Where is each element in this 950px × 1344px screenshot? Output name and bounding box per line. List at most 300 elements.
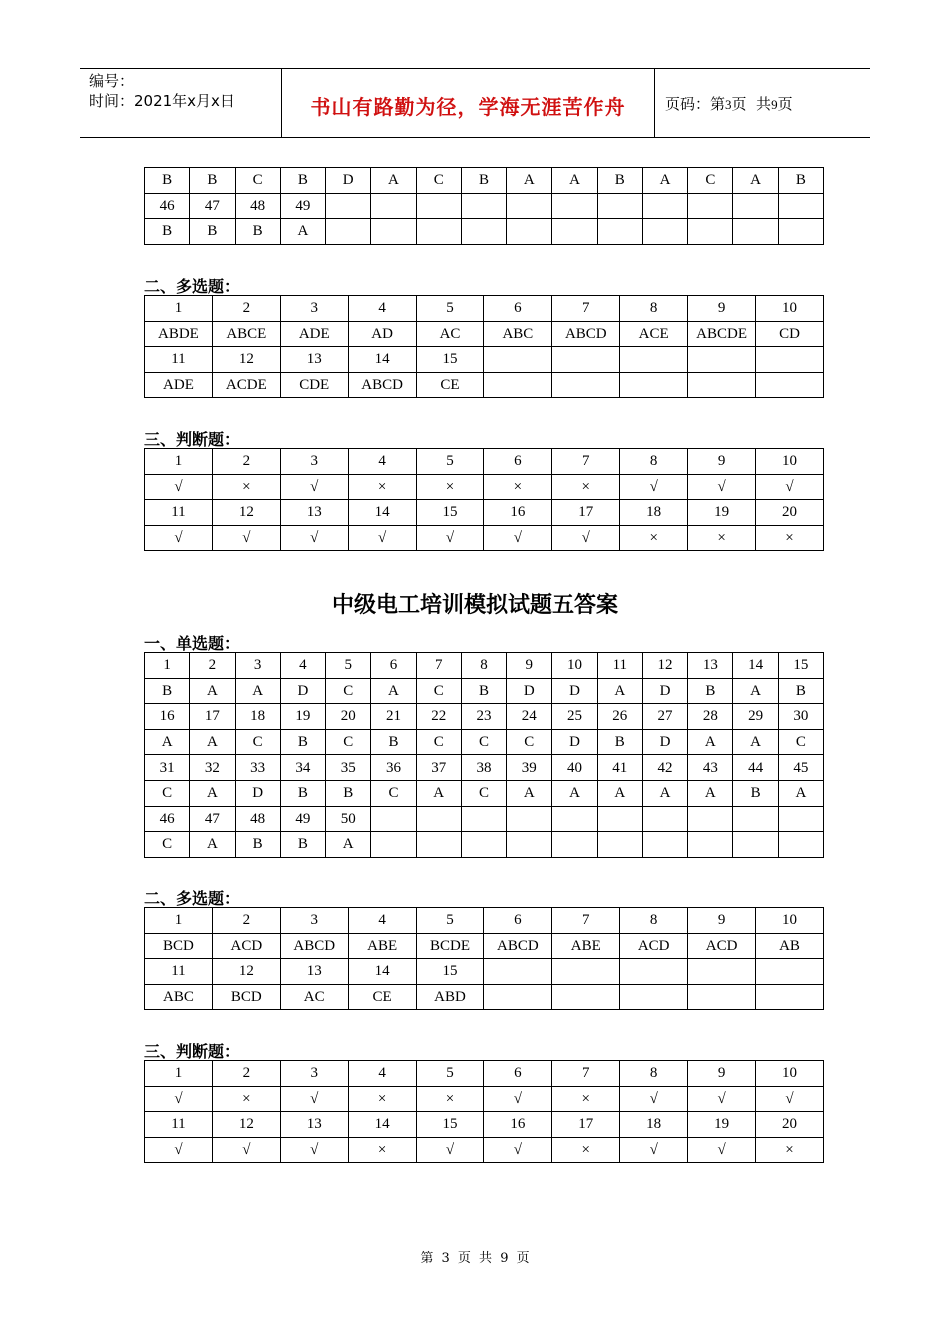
table-cell [597, 806, 642, 832]
table-cell: √ [280, 474, 348, 500]
table-cell: BCD [212, 984, 280, 1010]
judgement-table [144, 1060, 824, 1163]
table-cell: 18 [620, 1112, 688, 1138]
table-cell: 1 [145, 1061, 213, 1087]
table-cell [688, 193, 733, 219]
table-cell: CDE [280, 372, 348, 398]
table-cell: √ [145, 525, 213, 551]
table-cell: 10 [756, 1061, 824, 1087]
table-cell: 43 [688, 755, 733, 781]
table-cell [778, 219, 823, 245]
table-cell: A [190, 678, 235, 704]
table-cell [642, 193, 687, 219]
table-cell: 5 [416, 908, 484, 934]
table-cell: √ [620, 474, 688, 500]
table-cell [620, 984, 688, 1010]
table-cell: 5 [416, 1061, 484, 1087]
table-cell: ABCD [552, 321, 620, 347]
table-cell: 20 [326, 704, 371, 730]
table-cell: 20 [756, 500, 824, 526]
table-cell: √ [212, 1137, 280, 1163]
table-cell: ABD [416, 984, 484, 1010]
table-cell: B [597, 729, 642, 755]
table-cell: 13 [280, 1112, 348, 1138]
table-cell: 27 [642, 704, 687, 730]
table-cell [371, 193, 416, 219]
table-cell: 35 [326, 755, 371, 781]
table-cell [507, 219, 552, 245]
table-row [145, 1112, 824, 1138]
table-cell: 14 [733, 653, 778, 679]
table-cell: 9 [688, 908, 756, 934]
table-cell [461, 806, 506, 832]
table-cell: 33 [235, 755, 280, 781]
table-cell: D [552, 678, 597, 704]
table-cell: 12 [212, 500, 280, 526]
table-cell: AC [416, 321, 484, 347]
table-cell: 11 [597, 653, 642, 679]
table-cell [597, 832, 642, 858]
table-cell: 3 [280, 449, 348, 475]
table-cell: 18 [235, 704, 280, 730]
table-cell: × [212, 474, 280, 500]
page-header [80, 68, 870, 138]
table-cell: 9 [688, 296, 756, 322]
table-cell [507, 193, 552, 219]
table-cell: √ [484, 525, 552, 551]
table-cell: C [507, 729, 552, 755]
table-cell: ABCE [212, 321, 280, 347]
table-cell: ADE [280, 321, 348, 347]
table-cell: 19 [688, 500, 756, 526]
table-cell: A [688, 780, 733, 806]
table-cell: 7 [552, 1061, 620, 1087]
table-cell: ACE [620, 321, 688, 347]
table-cell: 10 [552, 653, 597, 679]
table-cell: 16 [145, 704, 190, 730]
table-cell: B [145, 168, 190, 194]
table-cell: × [348, 474, 416, 500]
table-row [145, 474, 824, 500]
table-cell: A [507, 780, 552, 806]
prev-single-choice-table [144, 167, 824, 245]
table-cell: √ [620, 1137, 688, 1163]
table-cell: √ [280, 1086, 348, 1112]
table-cell: B [280, 832, 325, 858]
table-cell [484, 984, 552, 1010]
table-cell: 32 [190, 755, 235, 781]
table-cell [688, 984, 756, 1010]
header-meta [89, 71, 279, 111]
table-cell: C [326, 729, 371, 755]
table-cell: 12 [212, 1112, 280, 1138]
table-cell [733, 806, 778, 832]
table-row [145, 500, 824, 526]
table-cell [620, 347, 688, 373]
table-cell: A [507, 168, 552, 194]
table-cell: ADE [145, 372, 213, 398]
table-row [145, 449, 824, 475]
table-cell: A [688, 729, 733, 755]
table-row [145, 806, 824, 832]
table-cell: CE [416, 372, 484, 398]
table-cell [733, 219, 778, 245]
table-cell [756, 959, 824, 985]
table-cell [688, 219, 733, 245]
table-row [145, 1137, 824, 1163]
table-cell: A [778, 780, 823, 806]
table-cell: 47 [190, 193, 235, 219]
table-cell: 16 [484, 1112, 552, 1138]
table-cell: × [348, 1086, 416, 1112]
table-cell: A [642, 168, 687, 194]
table-cell: AC [280, 984, 348, 1010]
table-cell: √ [484, 1086, 552, 1112]
table-cell: 1 [145, 653, 190, 679]
table-cell: 24 [507, 704, 552, 730]
table-cell: C [416, 168, 461, 194]
table-cell: 8 [620, 1061, 688, 1087]
table-cell: A [416, 780, 461, 806]
table-row [145, 193, 824, 219]
table-cell: 17 [190, 704, 235, 730]
table-cell: A [235, 678, 280, 704]
table-cell: 14 [348, 959, 416, 985]
table-cell: √ [416, 1137, 484, 1163]
table-cell: 48 [235, 806, 280, 832]
table-cell: 13 [688, 653, 733, 679]
table-cell: 2 [212, 449, 280, 475]
table-cell: × [552, 1137, 620, 1163]
table-cell: C [235, 168, 280, 194]
table-row [145, 678, 824, 704]
table-cell: A [371, 678, 416, 704]
table-cell [507, 832, 552, 858]
table-cell [552, 347, 620, 373]
table-cell: 4 [348, 449, 416, 475]
table-cell: 12 [212, 347, 280, 373]
table-cell: 7 [552, 449, 620, 475]
table-cell: 37 [416, 755, 461, 781]
table-cell: A [733, 168, 778, 194]
table-cell: ACD [688, 933, 756, 959]
table-cell [371, 806, 416, 832]
table-cell: 49 [280, 806, 325, 832]
table-cell: B [688, 678, 733, 704]
table-cell: 17 [552, 1112, 620, 1138]
table-cell: 7 [552, 908, 620, 934]
table-cell [756, 372, 824, 398]
table-cell: B [235, 832, 280, 858]
table-cell: 2 [212, 1061, 280, 1087]
table-cell: C [371, 780, 416, 806]
table-cell: A [733, 678, 778, 704]
table-cell [620, 372, 688, 398]
table-cell: C [416, 729, 461, 755]
table-cell: C [326, 678, 371, 704]
table-cell: 19 [280, 704, 325, 730]
table-cell: √ [145, 1086, 213, 1112]
table-cell: B [145, 219, 190, 245]
table-cell [484, 959, 552, 985]
table-cell: × [552, 474, 620, 500]
table-cell: 34 [280, 755, 325, 781]
page-prefix: 页码：第 [665, 95, 726, 113]
table-cell [778, 806, 823, 832]
table-cell: 15 [416, 347, 484, 373]
table-cell: A [552, 168, 597, 194]
table-cell: × [416, 474, 484, 500]
table-row [145, 219, 824, 245]
table-cell [552, 984, 620, 1010]
table-cell: 5 [416, 296, 484, 322]
table-cell [461, 193, 506, 219]
table-cell: 10 [756, 296, 824, 322]
table-cell [688, 347, 756, 373]
table-cell: 7 [552, 296, 620, 322]
header-date-label: 时间：2021年x月x日 [89, 92, 235, 110]
table-cell: ACD [212, 933, 280, 959]
table-cell: √ [280, 1137, 348, 1163]
table-cell: 1 [145, 296, 213, 322]
table-cell: BCD [145, 933, 213, 959]
table-cell [688, 372, 756, 398]
table-cell: 31 [145, 755, 190, 781]
table-cell: 46 [145, 193, 190, 219]
table-cell: C [145, 780, 190, 806]
table-cell: B [371, 729, 416, 755]
table-cell: A [597, 780, 642, 806]
table-cell [756, 984, 824, 1010]
table-cell: 14 [348, 1112, 416, 1138]
table-cell [326, 219, 371, 245]
header-number-label: 编号： [89, 72, 135, 90]
table-cell: 38 [461, 755, 506, 781]
table-cell: ABCD [280, 933, 348, 959]
table-cell: 22 [416, 704, 461, 730]
table-cell: 2 [212, 908, 280, 934]
table-cell [507, 806, 552, 832]
table-cell [552, 372, 620, 398]
table-cell: 9 [688, 1061, 756, 1087]
table-cell [552, 193, 597, 219]
table-cell: B [235, 219, 280, 245]
table-row [145, 780, 824, 806]
table-cell [597, 219, 642, 245]
table-cell: √ [348, 525, 416, 551]
table-cell: 21 [371, 704, 416, 730]
table-cell: 6 [484, 296, 552, 322]
single-choice-table [144, 652, 824, 858]
table-cell: 11 [145, 959, 213, 985]
table-cell: D [326, 168, 371, 194]
table-cell: ABC [484, 321, 552, 347]
prev-judgement-label: 三、判断题： [144, 430, 241, 449]
table-cell: B [733, 780, 778, 806]
table-cell: A [280, 219, 325, 245]
table-cell: 4 [348, 296, 416, 322]
table-cell [416, 193, 461, 219]
table-cell: 23 [461, 704, 506, 730]
table-cell: D [642, 729, 687, 755]
table-row [145, 908, 824, 934]
table-cell: A [190, 729, 235, 755]
table-cell: × [484, 474, 552, 500]
table-cell: 50 [326, 806, 371, 832]
table-cell: 46 [145, 806, 190, 832]
table-cell: √ [756, 474, 824, 500]
table-cell: AD [348, 321, 416, 347]
table-cell: A [642, 780, 687, 806]
page-number: 3 [725, 97, 732, 112]
table-cell: C [145, 832, 190, 858]
table-cell: 11 [145, 347, 213, 373]
table-cell [778, 832, 823, 858]
table-cell: × [756, 1137, 824, 1163]
table-cell [326, 193, 371, 219]
table-cell [416, 806, 461, 832]
table-cell: √ [756, 1086, 824, 1112]
table-cell [778, 193, 823, 219]
table-cell [416, 832, 461, 858]
table-cell: 8 [620, 908, 688, 934]
table-row [145, 525, 824, 551]
page-mid: 页 共 [731, 95, 772, 113]
table-cell: 40 [552, 755, 597, 781]
table-cell: B [280, 780, 325, 806]
table-cell: ACD [620, 933, 688, 959]
table-cell: 4 [348, 1061, 416, 1087]
table-cell: 48 [235, 193, 280, 219]
table-cell: CE [348, 984, 416, 1010]
table-cell: B [190, 219, 235, 245]
table-cell: C [688, 168, 733, 194]
table-cell: 10 [756, 908, 824, 934]
table-cell: 12 [212, 959, 280, 985]
table-cell: 41 [597, 755, 642, 781]
table-row [145, 959, 824, 985]
table-cell: 15 [778, 653, 823, 679]
table-cell: B [778, 678, 823, 704]
table-row [145, 347, 824, 373]
table-cell [552, 959, 620, 985]
table-cell [484, 347, 552, 373]
judgement-label: 三、判断题： [144, 1042, 241, 1061]
table-cell: 5 [326, 653, 371, 679]
table-cell [552, 219, 597, 245]
table-cell: 8 [620, 449, 688, 475]
header-motto: 书山有路勤为径，学海无涯苦作舟 [310, 95, 626, 119]
table-cell: ABDE [145, 321, 213, 347]
table-cell: BCDE [416, 933, 484, 959]
table-cell: × [756, 525, 824, 551]
table-cell: D [642, 678, 687, 704]
table-cell: C [461, 729, 506, 755]
table-cell [642, 806, 687, 832]
table-cell: 18 [620, 500, 688, 526]
table-cell: C [778, 729, 823, 755]
table-cell [371, 832, 416, 858]
table-cell: √ [484, 1137, 552, 1163]
table-cell: 6 [371, 653, 416, 679]
table-cell: 1 [145, 449, 213, 475]
table-cell: 13 [280, 959, 348, 985]
table-cell: B [280, 729, 325, 755]
multi-choice-table [144, 907, 824, 1010]
table-cell: 9 [507, 653, 552, 679]
table-cell: 6 [484, 449, 552, 475]
table-cell: C [235, 729, 280, 755]
table-row [145, 755, 824, 781]
table-row [145, 933, 824, 959]
table-cell: A [597, 678, 642, 704]
table-cell [688, 832, 733, 858]
table-cell: 44 [733, 755, 778, 781]
table-cell: B [461, 678, 506, 704]
table-cell: 9 [688, 449, 756, 475]
table-cell [461, 832, 506, 858]
table-cell: 15 [416, 500, 484, 526]
table-cell: ACDE [212, 372, 280, 398]
table-cell: D [507, 678, 552, 704]
table-cell: B [145, 678, 190, 704]
table-cell: 10 [756, 449, 824, 475]
table-cell: 3 [280, 1061, 348, 1087]
table-cell [733, 832, 778, 858]
table-row [145, 372, 824, 398]
table-cell [552, 832, 597, 858]
table-cell: 16 [484, 500, 552, 526]
table-row [145, 296, 824, 322]
table-cell: × [552, 1086, 620, 1112]
table-cell: A [190, 780, 235, 806]
multi-choice-label: 二、多选题： [144, 889, 241, 908]
table-cell: 3 [280, 296, 348, 322]
prev-multi-choice-table [144, 295, 824, 398]
table-cell: A [190, 832, 235, 858]
table-cell [620, 959, 688, 985]
table-row [145, 832, 824, 858]
prev-multi-choice-label: 二、多选题： [144, 277, 241, 296]
page-footer: 第 3 页 共 9 页 [420, 1251, 530, 1266]
table-cell: D [280, 678, 325, 704]
table-cell: 11 [145, 500, 213, 526]
table-cell: 28 [688, 704, 733, 730]
table-cell: B [326, 780, 371, 806]
table-cell: × [212, 1086, 280, 1112]
doc-title: 中级电工培训模拟试题五答案 [331, 593, 618, 618]
table-cell: C [416, 678, 461, 704]
table-cell: 14 [348, 500, 416, 526]
header-page-indicator [665, 93, 793, 114]
table-cell [733, 193, 778, 219]
table-cell [642, 219, 687, 245]
table-row [145, 168, 824, 194]
table-cell: 3 [280, 908, 348, 934]
table-cell: 2 [190, 653, 235, 679]
table-cell: D [552, 729, 597, 755]
table-cell: A [733, 729, 778, 755]
table-row [145, 653, 824, 679]
prev-judgement-table [144, 448, 824, 551]
table-cell: 20 [756, 1112, 824, 1138]
table-cell: AB [756, 933, 824, 959]
table-cell: 4 [348, 908, 416, 934]
table-cell: √ [688, 474, 756, 500]
table-row [145, 729, 824, 755]
table-cell: √ [688, 1137, 756, 1163]
table-cell: ABC [145, 984, 213, 1010]
